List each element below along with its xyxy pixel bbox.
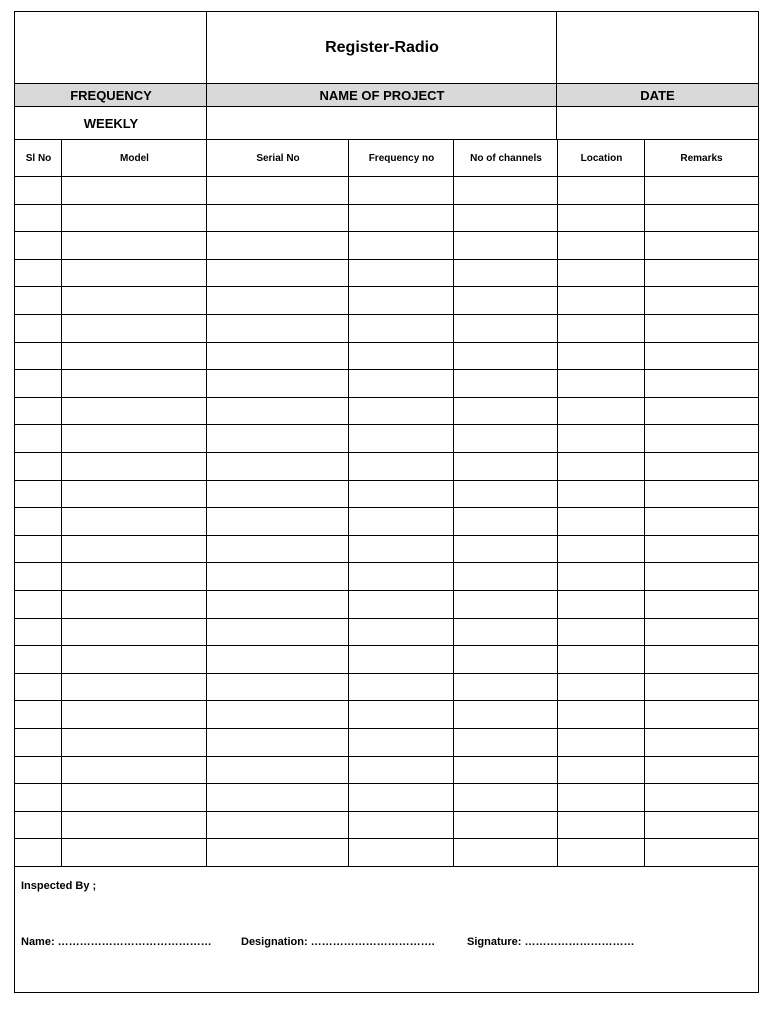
table-cell[interactable]	[645, 701, 758, 729]
table-cell[interactable]	[207, 398, 349, 426]
table-cell[interactable]	[558, 232, 645, 260]
table-cell[interactable]	[454, 481, 558, 509]
table-cell[interactable]	[15, 536, 62, 564]
table-cell[interactable]	[62, 481, 207, 509]
table-cell[interactable]	[207, 287, 349, 315]
table-cell[interactable]	[645, 839, 758, 867]
table-cell[interactable]	[62, 398, 207, 426]
table-cell[interactable]	[207, 839, 349, 867]
table-cell[interactable]	[558, 508, 645, 536]
table-cell[interactable]	[207, 701, 349, 729]
table-cell[interactable]	[62, 619, 207, 647]
row-divider	[15, 397, 758, 398]
table-cell[interactable]	[558, 177, 645, 205]
footer-rule	[15, 866, 758, 867]
row-divider	[15, 424, 758, 425]
table-cell[interactable]	[558, 398, 645, 426]
table-cell[interactable]	[207, 508, 349, 536]
table-cell[interactable]	[349, 646, 454, 674]
table-cell[interactable]	[15, 315, 62, 343]
inspected-by-label: Inspected By ;	[21, 880, 97, 892]
row-divider	[15, 756, 758, 757]
table-cell[interactable]	[349, 674, 454, 702]
table-cell[interactable]	[62, 784, 207, 812]
table-cell[interactable]	[454, 812, 558, 840]
table-cell[interactable]	[349, 508, 454, 536]
table-cell[interactable]	[454, 536, 558, 564]
table-cell[interactable]	[15, 674, 62, 702]
table-cell[interactable]	[645, 343, 758, 371]
table-cell[interactable]	[558, 315, 645, 343]
table-cell[interactable]	[62, 646, 207, 674]
project-name-field[interactable]	[207, 107, 557, 140]
table-row	[15, 315, 758, 343]
table-cell[interactable]	[207, 729, 349, 757]
table-cell[interactable]	[15, 177, 62, 205]
table-cell[interactable]	[207, 674, 349, 702]
table-row	[15, 784, 758, 812]
table-cell[interactable]	[645, 646, 758, 674]
header-rule	[15, 83, 758, 84]
table-cell[interactable]	[15, 260, 62, 288]
frequency-label: FREQUENCY	[15, 84, 207, 107]
table-row	[15, 425, 758, 453]
column-divider	[348, 140, 349, 867]
table-row	[15, 729, 758, 757]
table-cell[interactable]	[558, 205, 645, 233]
table-cell[interactable]	[207, 177, 349, 205]
table-cell[interactable]	[62, 177, 207, 205]
table-cell[interactable]	[62, 757, 207, 785]
table-cell[interactable]	[558, 481, 645, 509]
table-cell[interactable]	[558, 425, 645, 453]
table-row	[15, 398, 758, 426]
table-row	[15, 839, 758, 867]
table-cell[interactable]	[207, 260, 349, 288]
row-divider	[15, 700, 758, 701]
table-cell[interactable]	[62, 260, 207, 288]
table-cell[interactable]	[645, 619, 758, 647]
table-cell[interactable]	[207, 784, 349, 812]
table-cell[interactable]	[207, 757, 349, 785]
table-cell[interactable]	[15, 398, 62, 426]
table-cell[interactable]	[15, 729, 62, 757]
row-divider	[15, 645, 758, 646]
project-name-label: NAME OF PROJECT	[207, 84, 557, 107]
table-cell[interactable]	[558, 536, 645, 564]
table-cell[interactable]	[558, 674, 645, 702]
table-cell[interactable]	[349, 260, 454, 288]
table-cell[interactable]	[62, 508, 207, 536]
table-cell[interactable]	[15, 701, 62, 729]
table-cell[interactable]	[454, 177, 558, 205]
row-divider	[15, 286, 758, 287]
table-cell[interactable]	[207, 591, 349, 619]
table-cell[interactable]	[645, 315, 758, 343]
table-cell[interactable]	[645, 508, 758, 536]
table-cell[interactable]	[15, 784, 62, 812]
table-cell[interactable]	[454, 701, 558, 729]
form-title: Register-Radio	[325, 39, 439, 56]
table-cell[interactable]	[645, 425, 758, 453]
row-divider	[15, 728, 758, 729]
table-cell[interactable]	[454, 370, 558, 398]
table-cell[interactable]	[207, 812, 349, 840]
row-divider	[15, 618, 758, 619]
table-cell[interactable]	[349, 398, 454, 426]
row-divider	[15, 314, 758, 315]
table-cell[interactable]	[349, 343, 454, 371]
table-cell[interactable]	[645, 177, 758, 205]
table-cell[interactable]	[207, 370, 349, 398]
table-row	[15, 536, 758, 564]
table-cell[interactable]	[558, 812, 645, 840]
table-cell[interactable]	[454, 315, 558, 343]
table-cell[interactable]	[454, 453, 558, 481]
row-divider	[15, 452, 758, 453]
column-divider	[644, 140, 645, 867]
table-row	[15, 481, 758, 509]
table-cell[interactable]	[454, 729, 558, 757]
table-row	[15, 563, 758, 591]
table-cell[interactable]	[558, 757, 645, 785]
column-header: No of channels	[470, 153, 542, 164]
table-cell[interactable]	[62, 812, 207, 840]
table-cell[interactable]	[349, 563, 454, 591]
table-cell[interactable]	[207, 646, 349, 674]
column-header: Serial No	[256, 153, 300, 164]
table-row	[15, 619, 758, 647]
table-cell[interactable]	[349, 205, 454, 233]
table-cell[interactable]	[15, 812, 62, 840]
table-cell[interactable]	[558, 784, 645, 812]
row-divider	[15, 369, 758, 370]
column-divider	[453, 140, 454, 867]
name-field[interactable]: Name: ……………………………………	[21, 936, 212, 948]
table-cell[interactable]	[645, 453, 758, 481]
table-cell[interactable]	[454, 757, 558, 785]
table-cell[interactable]	[62, 343, 207, 371]
table-cell[interactable]	[645, 287, 758, 315]
table-cell[interactable]	[207, 232, 349, 260]
table-cell[interactable]	[207, 205, 349, 233]
table-cell[interactable]	[62, 425, 207, 453]
table-cell[interactable]	[62, 370, 207, 398]
table-cell[interactable]	[62, 591, 207, 619]
table-cell[interactable]	[62, 729, 207, 757]
row-divider	[15, 259, 758, 260]
row-divider	[15, 783, 758, 784]
table-row	[15, 177, 758, 205]
table-cell[interactable]	[454, 619, 558, 647]
table-cell[interactable]	[454, 232, 558, 260]
row-divider	[15, 231, 758, 232]
row-divider	[15, 176, 758, 177]
table-row	[15, 453, 758, 481]
table-cell[interactable]	[454, 784, 558, 812]
table-cell[interactable]	[207, 453, 349, 481]
table-cell[interactable]	[62, 536, 207, 564]
table-cell[interactable]	[645, 205, 758, 233]
table-cell[interactable]	[558, 701, 645, 729]
table-cell[interactable]	[645, 729, 758, 757]
table-cell[interactable]	[15, 619, 62, 647]
table-cell[interactable]	[62, 701, 207, 729]
row-divider	[15, 204, 758, 205]
table-cell[interactable]	[454, 260, 558, 288]
table-cell[interactable]	[454, 425, 558, 453]
table-cell[interactable]	[62, 315, 207, 343]
table-cell[interactable]	[62, 287, 207, 315]
table-row	[15, 591, 758, 619]
table-cell[interactable]	[349, 232, 454, 260]
table-cell[interactable]	[454, 508, 558, 536]
table-row	[15, 370, 758, 398]
table-cell[interactable]	[349, 701, 454, 729]
row-divider	[15, 507, 758, 508]
table-cell[interactable]	[207, 343, 349, 371]
header-divider	[206, 12, 207, 140]
table-cell[interactable]	[15, 453, 62, 481]
table-cell[interactable]	[207, 481, 349, 509]
table-cell[interactable]	[645, 536, 758, 564]
table-cell[interactable]	[349, 757, 454, 785]
register-table	[15, 140, 758, 867]
column-header: Frequency no	[368, 153, 435, 164]
table-cell[interactable]	[62, 205, 207, 233]
column-divider	[61, 140, 62, 867]
table-cell[interactable]	[454, 646, 558, 674]
table-row	[15, 343, 758, 371]
table-cell[interactable]	[558, 563, 645, 591]
row-divider	[15, 342, 758, 343]
table-cell[interactable]	[15, 591, 62, 619]
table-cell[interactable]	[558, 453, 645, 481]
table-cell[interactable]	[15, 839, 62, 867]
table-cell[interactable]	[645, 674, 758, 702]
table-cell[interactable]	[645, 232, 758, 260]
table-row	[15, 287, 758, 315]
table-cell[interactable]	[645, 591, 758, 619]
column-divider	[557, 140, 558, 867]
table-cell[interactable]	[349, 784, 454, 812]
table-cell[interactable]	[349, 481, 454, 509]
table-cell[interactable]	[454, 591, 558, 619]
table-cell[interactable]	[207, 536, 349, 564]
date-label: DATE	[557, 84, 758, 107]
table-row	[15, 646, 758, 674]
table-cell[interactable]	[349, 839, 454, 867]
table-cell[interactable]	[15, 757, 62, 785]
table-cell[interactable]	[349, 287, 454, 315]
date-field[interactable]	[557, 107, 758, 140]
table-cell[interactable]	[15, 646, 62, 674]
table-cell[interactable]	[349, 425, 454, 453]
table-cell[interactable]	[454, 205, 558, 233]
row-divider	[15, 673, 758, 674]
register-form	[14, 11, 759, 993]
header-rule	[15, 106, 758, 107]
row-divider	[15, 838, 758, 839]
column-header: Model	[120, 153, 149, 164]
table-cell[interactable]	[558, 287, 645, 315]
table-cell[interactable]	[558, 839, 645, 867]
table-cell[interactable]	[645, 757, 758, 785]
table-cell[interactable]	[207, 563, 349, 591]
table-row	[15, 205, 758, 233]
table-cell[interactable]	[15, 232, 62, 260]
table-cell[interactable]	[349, 591, 454, 619]
table-cell[interactable]	[349, 536, 454, 564]
table-cell[interactable]	[62, 674, 207, 702]
table-cell[interactable]	[454, 563, 558, 591]
table-cell[interactable]	[645, 812, 758, 840]
table-cell[interactable]	[558, 370, 645, 398]
table-row	[15, 260, 758, 288]
table-cell[interactable]	[349, 315, 454, 343]
table-cell[interactable]	[645, 260, 758, 288]
table-cell[interactable]	[62, 563, 207, 591]
column-divider	[206, 140, 207, 867]
table-cell[interactable]	[207, 315, 349, 343]
table-cell[interactable]	[15, 370, 62, 398]
table-cell[interactable]	[349, 453, 454, 481]
table-cell[interactable]	[15, 508, 62, 536]
table-cell[interactable]	[454, 674, 558, 702]
table-cell[interactable]	[558, 343, 645, 371]
column-header: Remarks	[680, 153, 723, 164]
table-cell[interactable]	[558, 591, 645, 619]
table-cell[interactable]	[558, 646, 645, 674]
table-row	[15, 232, 758, 260]
table-row	[15, 812, 758, 840]
table-cell[interactable]	[207, 425, 349, 453]
table-cell[interactable]	[645, 784, 758, 812]
row-divider	[15, 811, 758, 812]
row-divider	[15, 590, 758, 591]
table-cell[interactable]	[15, 343, 62, 371]
table-cell[interactable]	[62, 232, 207, 260]
table-row	[15, 757, 758, 785]
table-row	[15, 674, 758, 702]
table-cell[interactable]	[645, 481, 758, 509]
table-cell[interactable]	[62, 453, 207, 481]
table-cell[interactable]	[15, 425, 62, 453]
table-cell[interactable]	[349, 729, 454, 757]
signature-field[interactable]: Signature: …………………………	[467, 936, 635, 948]
table-row	[15, 508, 758, 536]
table-cell[interactable]	[15, 205, 62, 233]
row-divider	[15, 480, 758, 481]
table-cell[interactable]	[349, 812, 454, 840]
table-cell[interactable]	[454, 287, 558, 315]
column-header: Sl No	[25, 153, 52, 164]
row-divider	[15, 562, 758, 563]
row-divider	[15, 535, 758, 536]
table-cell[interactable]	[15, 481, 62, 509]
table-cell[interactable]	[558, 729, 645, 757]
table-cell[interactable]	[349, 177, 454, 205]
table-cell[interactable]	[645, 398, 758, 426]
table-cell[interactable]	[62, 839, 207, 867]
table-cell[interactable]	[207, 619, 349, 647]
table-cell[interactable]	[558, 260, 645, 288]
frequency-value: WEEKLY	[83, 116, 139, 131]
column-header: Location	[580, 153, 623, 164]
header-divider	[556, 12, 557, 140]
table-cell[interactable]	[454, 839, 558, 867]
table-cell[interactable]	[349, 619, 454, 647]
table-cell[interactable]	[15, 287, 62, 315]
table-cell[interactable]	[454, 343, 558, 371]
designation-field[interactable]: Designation: …………………………….	[241, 936, 435, 948]
table-cell[interactable]	[454, 398, 558, 426]
table-cell[interactable]	[645, 370, 758, 398]
table-cell[interactable]	[349, 370, 454, 398]
table-cell[interactable]	[645, 563, 758, 591]
table-cell[interactable]	[558, 619, 645, 647]
table-cell[interactable]	[15, 563, 62, 591]
table-row	[15, 701, 758, 729]
